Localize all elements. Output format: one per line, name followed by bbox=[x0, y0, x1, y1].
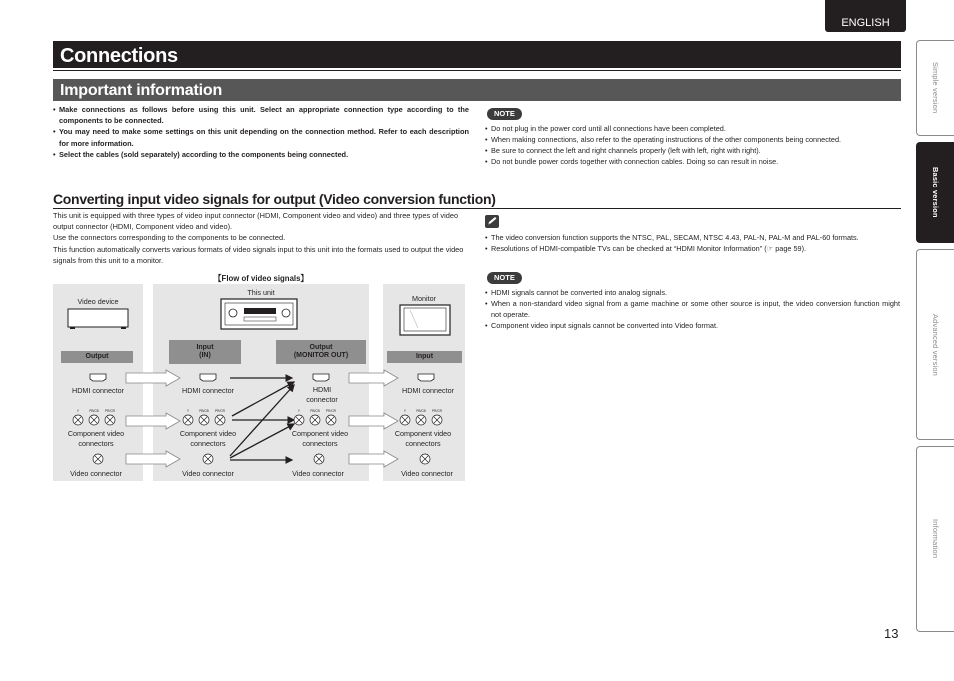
tab-label: Basic version bbox=[931, 167, 940, 218]
list-item: • Component video input signals cannot be converted into Video format. bbox=[485, 320, 900, 331]
note-badge: NOTE bbox=[487, 108, 522, 120]
tag-line: (IN) bbox=[199, 352, 211, 359]
component-label: connectors bbox=[405, 439, 441, 448]
list-item: • When making connections, also refer to the operating instructions of the other components being connected. bbox=[485, 134, 900, 145]
input-tag: Input bbox=[387, 351, 462, 363]
page-number: 13 bbox=[884, 626, 899, 641]
tab-advanced-version[interactable] bbox=[916, 249, 954, 440]
component-label: Component video bbox=[67, 429, 125, 438]
jack-label: Y bbox=[76, 409, 80, 413]
hdmi-connector-icon bbox=[313, 374, 329, 381]
component-to-hdmi bbox=[232, 382, 294, 416]
list-item: • You may need to make some settings on this unit depending on the connection method. Refer to each description for more information. bbox=[53, 126, 469, 148]
component-label: connectors bbox=[190, 439, 226, 448]
hdmi-label: connector bbox=[306, 395, 338, 404]
conversion-heading: Converting input video signals for output (Video conversion function) bbox=[53, 191, 496, 207]
video-connector-label: Video connector bbox=[401, 469, 453, 478]
paragraph: This unit is equipped with three types of video input connector (HDMI, Component video and video) and three types of video output connector (HDMI, Component video and video). bbox=[53, 211, 459, 232]
jack-label: Y bbox=[403, 409, 407, 413]
tab-simple-version[interactable] bbox=[916, 40, 954, 136]
page-title: Connections bbox=[53, 41, 901, 68]
list-item: • Select the cables (sold separately) according to the components being connected. bbox=[53, 149, 469, 160]
tab-basic-version[interactable] bbox=[916, 142, 954, 243]
arrow-video-out bbox=[349, 451, 398, 467]
arrow-component-out bbox=[349, 413, 398, 429]
jack-label: Y bbox=[297, 409, 301, 413]
component-jack-icon bbox=[400, 409, 410, 425]
paragraph: Use the connectors corresponding to the components to be connected. bbox=[53, 233, 286, 243]
hdmi-label: HDMI connector bbox=[182, 386, 234, 395]
list-item: • Be sure to connect the left and right channels properly (left with left, right with right). bbox=[485, 145, 900, 156]
tab-label: Advanced version bbox=[931, 313, 940, 376]
component-label: Component video bbox=[179, 429, 237, 438]
receiver-icon bbox=[221, 299, 297, 329]
conversion-lines bbox=[230, 378, 294, 460]
jack-label: PB/CB bbox=[89, 409, 99, 413]
component-jack-icon bbox=[432, 409, 443, 425]
video-connector-label: Video connector bbox=[182, 469, 234, 478]
jack-label: PR/CR bbox=[105, 409, 115, 413]
component-jack-icon bbox=[73, 409, 83, 425]
arrow-hdmi-out bbox=[349, 370, 398, 386]
jack-label: PB/CB bbox=[310, 409, 320, 413]
component-jack-icon bbox=[105, 409, 116, 425]
list-item: • When a non-standard video signal from a game machine or some other source is input, the video conversion function might not operate. bbox=[485, 298, 900, 320]
hdmi-connector-icon bbox=[90, 374, 106, 381]
hdmi-label: HDMI connector bbox=[402, 386, 454, 395]
this-unit-label: This unit bbox=[247, 288, 275, 297]
component-jack-icon bbox=[310, 409, 320, 425]
component-jack-icon bbox=[326, 409, 337, 425]
monitor-label: Monitor bbox=[412, 294, 436, 303]
list-item: • The video conversion function supports the NTSC, PAL, SECAM, NTSC 4.43, PAL-N, PAL-M and PAL-60 formats. bbox=[485, 232, 900, 243]
component-jack-icon bbox=[183, 409, 193, 425]
list-item: • Do not bundle power cords together with connection cables. Doing so can result in noise. bbox=[485, 156, 900, 167]
video-jack-icon bbox=[420, 454, 430, 464]
list-item: • HDMI signals cannot be converted into analog signals. bbox=[485, 287, 900, 298]
video-jack-icon bbox=[93, 454, 103, 464]
jack-label: PR/CR bbox=[326, 409, 336, 413]
hdmi-connector-icon bbox=[200, 374, 216, 381]
component-jack-icon bbox=[199, 409, 209, 425]
arrow-hdmi-in bbox=[126, 370, 180, 386]
tab-label: Information bbox=[931, 519, 940, 559]
monitor-icon bbox=[400, 305, 450, 335]
component-label: Component video bbox=[291, 429, 349, 438]
list-item: • Resolutions of HDMI-compatible TVs can be checked at “HDMI Monitor Information” (☞ page 59). bbox=[485, 243, 900, 254]
jack-label: PB/CB bbox=[199, 409, 209, 413]
component-jack-icon bbox=[294, 409, 304, 425]
list-item: • Do not plug in the power cord until all connections have been completed. bbox=[485, 123, 900, 134]
video-device-label: Video device bbox=[77, 297, 119, 306]
hdmi-label: HDMI bbox=[312, 385, 332, 394]
component-jack-icon bbox=[215, 409, 226, 425]
component-label: connectors bbox=[78, 439, 114, 448]
hdmi-label: HDMI connector bbox=[72, 386, 124, 395]
tag-line: Input bbox=[196, 343, 214, 351]
component-jack-icon bbox=[416, 409, 426, 425]
video-connector-label: Video connector bbox=[292, 469, 344, 478]
output-tag: Output bbox=[61, 351, 133, 363]
video-jack-icon bbox=[203, 454, 213, 464]
component-label: Component video bbox=[394, 429, 452, 438]
section-title: Important information bbox=[53, 79, 901, 101]
video-connector-label: Video connector bbox=[70, 469, 122, 478]
flow-arrows bbox=[126, 370, 398, 467]
jack-label: Y bbox=[186, 409, 190, 413]
tab-information[interactable] bbox=[916, 446, 954, 632]
paragraph: This function automatically converts various formats of video signals input to this unit into the formats used to output the video signals from this unit to a monitor. bbox=[53, 244, 464, 265]
note-badge: NOTE bbox=[487, 272, 522, 284]
video-jack-icon bbox=[314, 454, 324, 464]
arrow-video-in bbox=[126, 451, 180, 467]
video-device-icon bbox=[68, 309, 128, 329]
tag-line: Output bbox=[309, 343, 333, 351]
arrow-component-in bbox=[126, 413, 180, 429]
jack-label: PB/CB bbox=[416, 409, 426, 413]
tab-label: Simple version bbox=[931, 62, 940, 114]
tag-line: (MONITOR OUT) bbox=[293, 352, 349, 359]
video-to-component bbox=[230, 424, 294, 458]
language-label: ENGLISH bbox=[841, 17, 890, 29]
flow-title: 【Flow of video signals】 bbox=[213, 274, 309, 283]
hdmi-connector-icon bbox=[418, 374, 434, 381]
component-jack-icon bbox=[89, 409, 99, 425]
component-label: connectors bbox=[302, 439, 338, 448]
jack-label: PR/CR bbox=[215, 409, 225, 413]
list-item: • Make connections as follows before using this unit. Select an appropriate connection type according to the components to be connected. bbox=[53, 104, 469, 126]
jack-label: PR/CR bbox=[432, 409, 442, 413]
